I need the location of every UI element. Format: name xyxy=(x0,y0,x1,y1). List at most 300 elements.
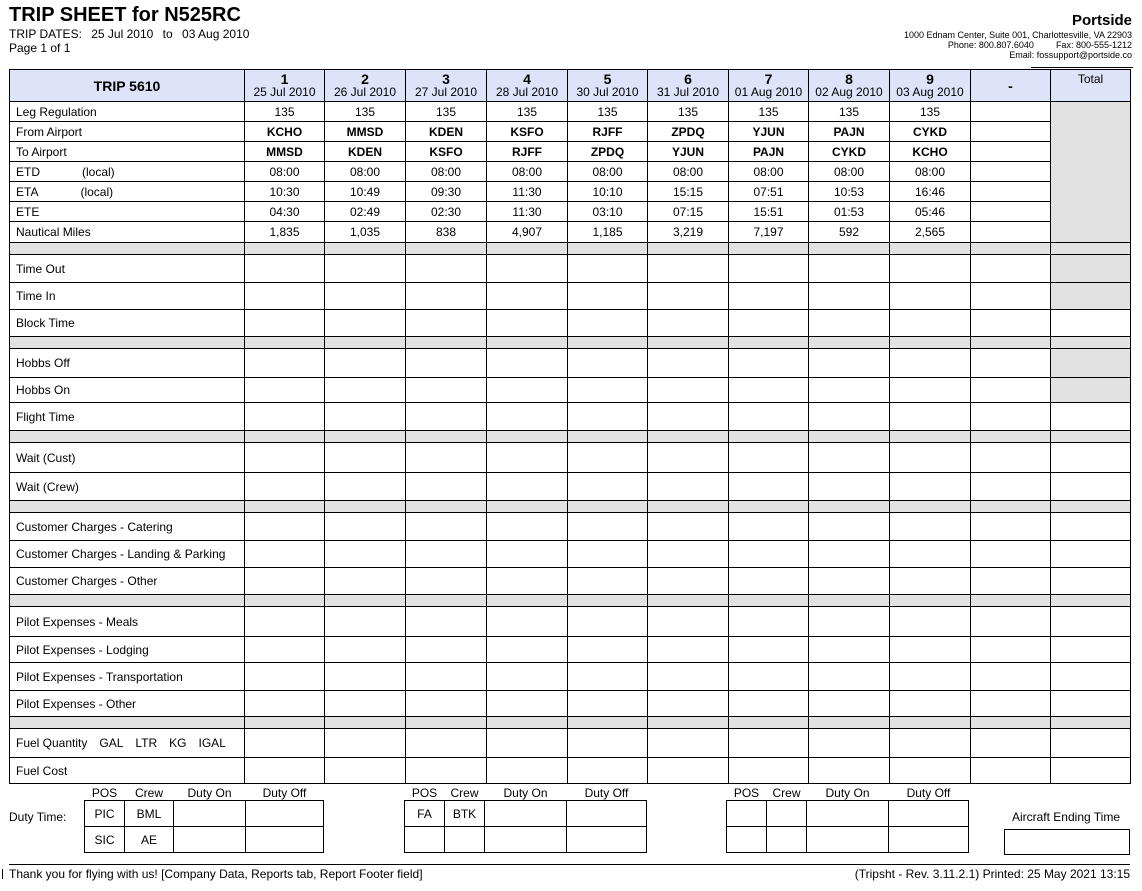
duty-header-on: Duty On xyxy=(503,786,548,800)
entry-cell[interactable] xyxy=(648,637,729,663)
entry-cell[interactable] xyxy=(729,607,809,637)
entry-cell[interactable] xyxy=(325,349,406,378)
leg-date: 26 Jul 2010 xyxy=(333,85,397,99)
separator-cell xyxy=(325,501,406,513)
entry-row xyxy=(10,378,1131,403)
eta-row xyxy=(10,182,1131,202)
nautical-miles-blank-cell xyxy=(971,222,1051,243)
entry-cell[interactable] xyxy=(648,663,729,691)
duty-pos-cell[interactable]: FA xyxy=(405,801,445,827)
leg-number: 6 xyxy=(684,71,692,87)
entry-cell[interactable] xyxy=(325,403,406,431)
duty-on-cell[interactable] xyxy=(807,827,889,853)
entry-cell[interactable] xyxy=(568,283,648,310)
entry-cell[interactable] xyxy=(971,378,1051,403)
entry-cell[interactable] xyxy=(648,403,729,431)
etd-cell: 08:00 xyxy=(890,162,971,182)
separator-cell xyxy=(648,337,729,349)
entry-cell[interactable] xyxy=(406,473,487,501)
duty-pos-cell[interactable]: SIC xyxy=(85,827,125,853)
separator-cell xyxy=(809,595,890,607)
duty-crew-cell[interactable] xyxy=(767,827,807,853)
fuel-cost-cell[interactable] xyxy=(971,758,1051,784)
entry-total-cell[interactable] xyxy=(1051,568,1131,595)
entry-cell[interactable] xyxy=(648,568,729,595)
entry-label: Customer Charges - Landing & Parking xyxy=(10,541,245,568)
entry-cell[interactable] xyxy=(406,349,487,378)
trip-table xyxy=(9,69,1131,784)
entry-cell[interactable] xyxy=(487,568,568,595)
entry-cell[interactable] xyxy=(809,541,890,568)
entry-label: Time In xyxy=(10,283,245,310)
duty-on-cell[interactable] xyxy=(485,827,567,853)
entry-cell[interactable] xyxy=(568,349,648,378)
entry-cell[interactable] xyxy=(890,513,971,541)
leg-regulation-cell: 135 xyxy=(406,102,487,122)
duty-on-cell[interactable] xyxy=(807,801,889,827)
entry-cell[interactable] xyxy=(568,691,648,717)
duty-crew-cell[interactable] xyxy=(767,801,807,827)
to-airport-blank-cell xyxy=(971,142,1051,162)
trip-header-row xyxy=(10,70,1131,102)
entry-cell[interactable] xyxy=(325,541,406,568)
entry-cell[interactable] xyxy=(406,378,487,403)
etd-cell: 08:00 xyxy=(568,162,648,182)
entry-cell[interactable] xyxy=(971,541,1051,568)
entry-cell[interactable] xyxy=(487,255,568,283)
duty-crew-cell[interactable]: AE xyxy=(125,827,174,853)
entry-cell[interactable] xyxy=(809,310,890,337)
entry-cell[interactable] xyxy=(406,443,487,473)
entry-cell[interactable] xyxy=(325,473,406,501)
entry-cell[interactable] xyxy=(890,473,971,501)
duty-crew-cell[interactable]: BML xyxy=(125,801,174,827)
nautical-miles-row xyxy=(10,222,1131,243)
entry-cell[interactable] xyxy=(971,255,1051,283)
entry-cell[interactable] xyxy=(325,378,406,403)
entry-cell[interactable] xyxy=(487,349,568,378)
entry-cell[interactable] xyxy=(729,378,809,403)
duty-header-pos: POS xyxy=(411,786,438,800)
entry-cell[interactable] xyxy=(487,403,568,431)
ete-cell: 15:51 xyxy=(729,202,809,222)
leg-regulation-row xyxy=(10,102,1131,122)
nautical-miles-cell: 1,835 xyxy=(245,222,325,243)
duty-off-cell[interactable] xyxy=(889,801,969,827)
entry-cell[interactable] xyxy=(971,663,1051,691)
entry-cell[interactable] xyxy=(729,513,809,541)
separator-cell xyxy=(971,501,1051,513)
entry-cell[interactable] xyxy=(648,349,729,378)
duty-off-cell[interactable] xyxy=(567,801,647,827)
entry-cell[interactable] xyxy=(568,378,648,403)
from-airport-cell: YJUN xyxy=(729,122,809,142)
duty-pos-cell[interactable]: PIC xyxy=(85,801,125,827)
entry-cell[interactable] xyxy=(729,691,809,717)
entry-cell[interactable] xyxy=(325,691,406,717)
fuel-quantity-cell[interactable] xyxy=(729,729,809,758)
entry-cell[interactable] xyxy=(568,607,648,637)
entry-cell[interactable] xyxy=(890,443,971,473)
nautical-miles-label-text: Nautical Miles xyxy=(16,225,91,239)
entry-cell[interactable] xyxy=(245,568,325,595)
entry-cell[interactable] xyxy=(487,541,568,568)
entry-cell[interactable] xyxy=(487,283,568,310)
entry-cell[interactable] xyxy=(971,310,1051,337)
entry-cell[interactable] xyxy=(648,443,729,473)
duty-on-cell[interactable] xyxy=(174,801,246,827)
fuel-unit-option[interactable]: IGAL xyxy=(198,736,226,750)
entry-cell[interactable] xyxy=(729,443,809,473)
entry-cell[interactable] xyxy=(487,310,568,337)
entry-cell[interactable] xyxy=(729,637,809,663)
entry-total-cell[interactable] xyxy=(1051,403,1131,431)
entry-cell[interactable] xyxy=(809,473,890,501)
entry-total-cell[interactable] xyxy=(1051,637,1131,663)
entry-total-cell[interactable] xyxy=(1051,607,1131,637)
entry-cell[interactable] xyxy=(487,691,568,717)
entry-cell[interactable] xyxy=(890,349,971,378)
entry-cell[interactable] xyxy=(890,568,971,595)
entry-cell[interactable] xyxy=(568,663,648,691)
from-airport-label-text: From Airport xyxy=(16,124,83,139)
entry-label: Pilot Expenses - Transportation xyxy=(10,663,245,691)
separator-cell xyxy=(1051,501,1131,513)
from-airport-cell: KCHO xyxy=(245,122,325,142)
from-airport-cell: KDEN xyxy=(406,122,487,142)
entry-cell[interactable] xyxy=(890,541,971,568)
entry-row xyxy=(10,513,1131,541)
fuel-unit-option[interactable]: GAL xyxy=(99,736,124,750)
trip-date-to: 03 Aug 2010 xyxy=(182,27,250,41)
fuel-quantity-cell[interactable] xyxy=(245,729,325,758)
ete-cell: 05:46 xyxy=(890,202,971,222)
entry-cell[interactable] xyxy=(809,349,890,378)
entry-total-cell xyxy=(1051,283,1131,310)
entry-cell[interactable] xyxy=(971,568,1051,595)
entry-cell[interactable] xyxy=(487,607,568,637)
nautical-miles-cell: 838 xyxy=(406,222,487,243)
separator-cell xyxy=(971,717,1051,729)
separator-cell xyxy=(890,595,971,607)
entry-cell[interactable] xyxy=(729,568,809,595)
fuel-quantity-text: Fuel Quantity xyxy=(16,736,88,750)
entry-cell[interactable] xyxy=(648,255,729,283)
entry-cell[interactable] xyxy=(809,283,890,310)
fuel-quantity-cell[interactable] xyxy=(325,729,406,758)
entry-cell[interactable] xyxy=(568,403,648,431)
entry-cell[interactable] xyxy=(406,691,487,717)
leg-header-5 xyxy=(568,70,648,102)
entry-cell[interactable] xyxy=(971,443,1051,473)
entry-row xyxy=(10,607,1131,637)
entry-cell[interactable] xyxy=(325,513,406,541)
entry-cell[interactable] xyxy=(245,378,325,403)
entry-cell[interactable] xyxy=(325,663,406,691)
entry-cell[interactable] xyxy=(406,568,487,595)
fuel-cost-cell[interactable] xyxy=(1051,758,1131,784)
etd-cell: 08:00 xyxy=(406,162,487,182)
entry-cell[interactable] xyxy=(648,607,729,637)
entry-cell[interactable] xyxy=(971,637,1051,663)
fuel-quantity-cell[interactable] xyxy=(568,729,648,758)
entry-cell[interactable] xyxy=(406,255,487,283)
entry-cell[interactable] xyxy=(245,473,325,501)
from-airport-blank-cell xyxy=(971,122,1051,142)
entry-cell[interactable] xyxy=(568,568,648,595)
entry-cell[interactable] xyxy=(890,378,971,403)
fuel-quantity-cell[interactable] xyxy=(890,729,971,758)
entry-cell[interactable] xyxy=(729,283,809,310)
ete-cell: 04:30 xyxy=(245,202,325,222)
separator-row xyxy=(10,431,1131,443)
entry-cell[interactable] xyxy=(648,513,729,541)
separator-cell xyxy=(971,337,1051,349)
trip-date-to-word: to xyxy=(162,27,173,41)
entry-cell[interactable] xyxy=(971,473,1051,501)
entry-cell[interactable] xyxy=(890,691,971,717)
entry-cell[interactable] xyxy=(971,403,1051,431)
from-airport-cell: MMSD xyxy=(325,122,406,142)
to-airport-cell: KDEN xyxy=(325,142,406,162)
entry-cell[interactable] xyxy=(890,403,971,431)
duty-on-cell[interactable] xyxy=(485,801,567,827)
entry-cell[interactable] xyxy=(245,349,325,378)
entry-cell[interactable] xyxy=(809,378,890,403)
duty-off-cell[interactable] xyxy=(246,827,324,853)
entry-cell[interactable] xyxy=(245,403,325,431)
entry-cell[interactable] xyxy=(809,513,890,541)
to-airport-cell: CYKD xyxy=(809,142,890,162)
entry-total-cell[interactable] xyxy=(1051,443,1131,473)
leg-header-9 xyxy=(890,70,971,102)
entry-cell[interactable] xyxy=(648,310,729,337)
fuel-cost-cell[interactable] xyxy=(809,758,890,784)
entry-cell[interactable] xyxy=(809,607,890,637)
entry-cell[interactable] xyxy=(245,283,325,310)
entry-cell[interactable] xyxy=(245,541,325,568)
aircraft-ending-time-field[interactable] xyxy=(1004,829,1130,855)
etd-cell: 08:00 xyxy=(809,162,890,182)
entry-cell[interactable] xyxy=(487,637,568,663)
leg-header-2 xyxy=(325,70,406,102)
entry-cell[interactable] xyxy=(245,255,325,283)
entry-cell[interactable] xyxy=(971,283,1051,310)
entry-cell[interactable] xyxy=(568,541,648,568)
eta-cell: 09:30 xyxy=(406,182,487,202)
fuel-quantity-cell[interactable] xyxy=(648,729,729,758)
entry-label: Hobbs Off xyxy=(10,349,245,378)
separator-row xyxy=(10,717,1131,729)
fuel-cost-cell[interactable] xyxy=(890,758,971,784)
entry-cell[interactable] xyxy=(729,310,809,337)
fuel-quantity-cell[interactable] xyxy=(487,729,568,758)
eta-cell: 10:10 xyxy=(568,182,648,202)
entry-cell[interactable] xyxy=(809,568,890,595)
entry-cell[interactable] xyxy=(406,607,487,637)
duty-on-cell[interactable] xyxy=(174,827,246,853)
entry-total-cell[interactable] xyxy=(1051,473,1131,501)
duty-header-crew: Crew xyxy=(134,786,163,800)
fuel-quantity-cell[interactable] xyxy=(1051,729,1131,758)
fuel-cost-cell[interactable] xyxy=(245,758,325,784)
entry-cell[interactable] xyxy=(406,403,487,431)
separator-cell xyxy=(245,431,325,443)
entry-cell[interactable] xyxy=(487,443,568,473)
to-airport-label xyxy=(10,142,245,162)
entry-cell[interactable] xyxy=(809,403,890,431)
entry-cell[interactable] xyxy=(325,568,406,595)
entry-cell[interactable] xyxy=(406,310,487,337)
duty-off-cell[interactable] xyxy=(567,827,647,853)
entry-cell[interactable] xyxy=(325,283,406,310)
separator-cell xyxy=(10,431,245,443)
entry-cell[interactable] xyxy=(648,378,729,403)
duty-off-cell[interactable] xyxy=(889,827,969,853)
entry-cell[interactable] xyxy=(406,663,487,691)
duty-header-crew: Crew xyxy=(450,786,479,800)
entry-total-cell[interactable] xyxy=(1051,541,1131,568)
entry-cell[interactable] xyxy=(568,637,648,663)
entry-cell[interactable] xyxy=(729,663,809,691)
entry-cell[interactable] xyxy=(648,691,729,717)
eta-blank-cell xyxy=(971,182,1051,202)
entry-cell[interactable] xyxy=(245,513,325,541)
page-title: TRIP SHEET for N525RC xyxy=(9,4,241,26)
entry-cell[interactable] xyxy=(325,443,406,473)
entry-cell[interactable] xyxy=(487,663,568,691)
entry-row xyxy=(10,310,1131,337)
duty-pos-cell[interactable] xyxy=(727,827,767,853)
entry-total-cell[interactable] xyxy=(1051,310,1131,337)
fuel-cost-cell[interactable] xyxy=(648,758,729,784)
entry-cell[interactable] xyxy=(809,691,890,717)
separator-cell xyxy=(729,717,809,729)
entry-cell[interactable] xyxy=(487,513,568,541)
entry-total-cell[interactable] xyxy=(1051,663,1131,691)
entry-cell[interactable] xyxy=(406,637,487,663)
company-phone: Phone: 800.807.6040 xyxy=(947,40,1034,50)
entry-cell[interactable] xyxy=(245,310,325,337)
entry-cell[interactable] xyxy=(325,255,406,283)
entry-cell[interactable] xyxy=(729,403,809,431)
entry-cell[interactable] xyxy=(890,255,971,283)
fuel-quantity-cell[interactable] xyxy=(809,729,890,758)
duty-pos-cell[interactable] xyxy=(727,801,767,827)
entry-cell[interactable] xyxy=(971,691,1051,717)
entry-cell[interactable] xyxy=(245,663,325,691)
fuel-unit-option[interactable]: LTR xyxy=(135,736,158,750)
fuel-quantity-cell[interactable] xyxy=(406,729,487,758)
leg-date: 03 Aug 2010 xyxy=(896,85,964,99)
entry-cell[interactable] xyxy=(729,473,809,501)
duty-header-on: Duty On xyxy=(187,786,232,800)
duty-crew-cell[interactable] xyxy=(445,827,485,853)
entry-cell[interactable] xyxy=(245,607,325,637)
duty-pos-cell[interactable] xyxy=(405,827,445,853)
entry-cell[interactable] xyxy=(809,637,890,663)
entry-cell[interactable] xyxy=(648,541,729,568)
entry-total-cell[interactable] xyxy=(1051,513,1131,541)
separator-cell xyxy=(10,595,245,607)
entry-cell[interactable] xyxy=(890,310,971,337)
entry-cell[interactable] xyxy=(325,310,406,337)
fuel-quantity-cell[interactable] xyxy=(971,729,1051,758)
duty-crew-cell[interactable]: BTK xyxy=(445,801,485,827)
entry-cell[interactable] xyxy=(245,691,325,717)
entry-cell[interactable] xyxy=(729,255,809,283)
entry-cell[interactable] xyxy=(487,378,568,403)
separator-cell xyxy=(971,431,1051,443)
entry-cell[interactable] xyxy=(406,541,487,568)
entry-cell[interactable] xyxy=(890,637,971,663)
ete-cell: 03:10 xyxy=(568,202,648,222)
entry-total-cell xyxy=(1051,255,1131,283)
fuel-cost-cell[interactable] xyxy=(406,758,487,784)
separator-cell xyxy=(648,243,729,255)
nautical-miles-cell: 4,907 xyxy=(487,222,568,243)
entry-cell[interactable] xyxy=(971,349,1051,378)
entry-label: Pilot Expenses - Meals xyxy=(10,607,245,637)
entry-cell[interactable] xyxy=(325,607,406,637)
entry-cell[interactable] xyxy=(648,473,729,501)
leg-regulation-label xyxy=(10,102,245,122)
entry-cell[interactable] xyxy=(568,513,648,541)
entry-cell[interactable] xyxy=(568,310,648,337)
entry-cell[interactable] xyxy=(729,349,809,378)
entry-cell[interactable] xyxy=(325,637,406,663)
fuel-cost-cell[interactable] xyxy=(487,758,568,784)
eta-cell: 15:15 xyxy=(648,182,729,202)
entry-cell[interactable] xyxy=(971,513,1051,541)
entry-cell[interactable] xyxy=(648,283,729,310)
leg-date: 25 Jul 2010 xyxy=(253,85,316,99)
trip-dates-label: TRIP DATES: xyxy=(9,27,82,41)
entry-cell[interactable] xyxy=(568,443,648,473)
entry-cell[interactable] xyxy=(971,607,1051,637)
separator-cell xyxy=(890,717,971,729)
entry-cell[interactable] xyxy=(568,255,648,283)
entry-cell[interactable] xyxy=(729,541,809,568)
entry-cell[interactable] xyxy=(568,473,648,501)
duty-off-cell[interactable] xyxy=(246,801,324,827)
duty-block-2 xyxy=(404,786,647,853)
entry-cell[interactable] xyxy=(890,607,971,637)
entry-cell[interactable] xyxy=(487,473,568,501)
entry-cell[interactable] xyxy=(890,283,971,310)
entry-cell[interactable] xyxy=(809,663,890,691)
duty-header-pos: POS xyxy=(91,786,118,800)
separator-cell xyxy=(971,243,1051,255)
nautical-miles-cell: 1,035 xyxy=(325,222,406,243)
entry-cell[interactable] xyxy=(890,663,971,691)
entry-cell[interactable] xyxy=(809,443,890,473)
fuel-cost-cell[interactable] xyxy=(729,758,809,784)
ete-blank-cell xyxy=(971,202,1051,222)
fuel-unit-option[interactable]: KG xyxy=(169,736,187,750)
entry-cell[interactable] xyxy=(406,283,487,310)
separator-cell xyxy=(487,243,568,255)
entry-cell[interactable] xyxy=(245,443,325,473)
local-time-note: (local) xyxy=(82,164,115,179)
entry-cell[interactable] xyxy=(406,513,487,541)
fuel-cost-cell[interactable] xyxy=(568,758,648,784)
entry-cell[interactable] xyxy=(809,255,890,283)
entry-total-cell[interactable] xyxy=(1051,691,1131,717)
fuel-cost-cell[interactable] xyxy=(325,758,406,784)
ete-label xyxy=(10,202,245,222)
entry-cell[interactable] xyxy=(245,637,325,663)
